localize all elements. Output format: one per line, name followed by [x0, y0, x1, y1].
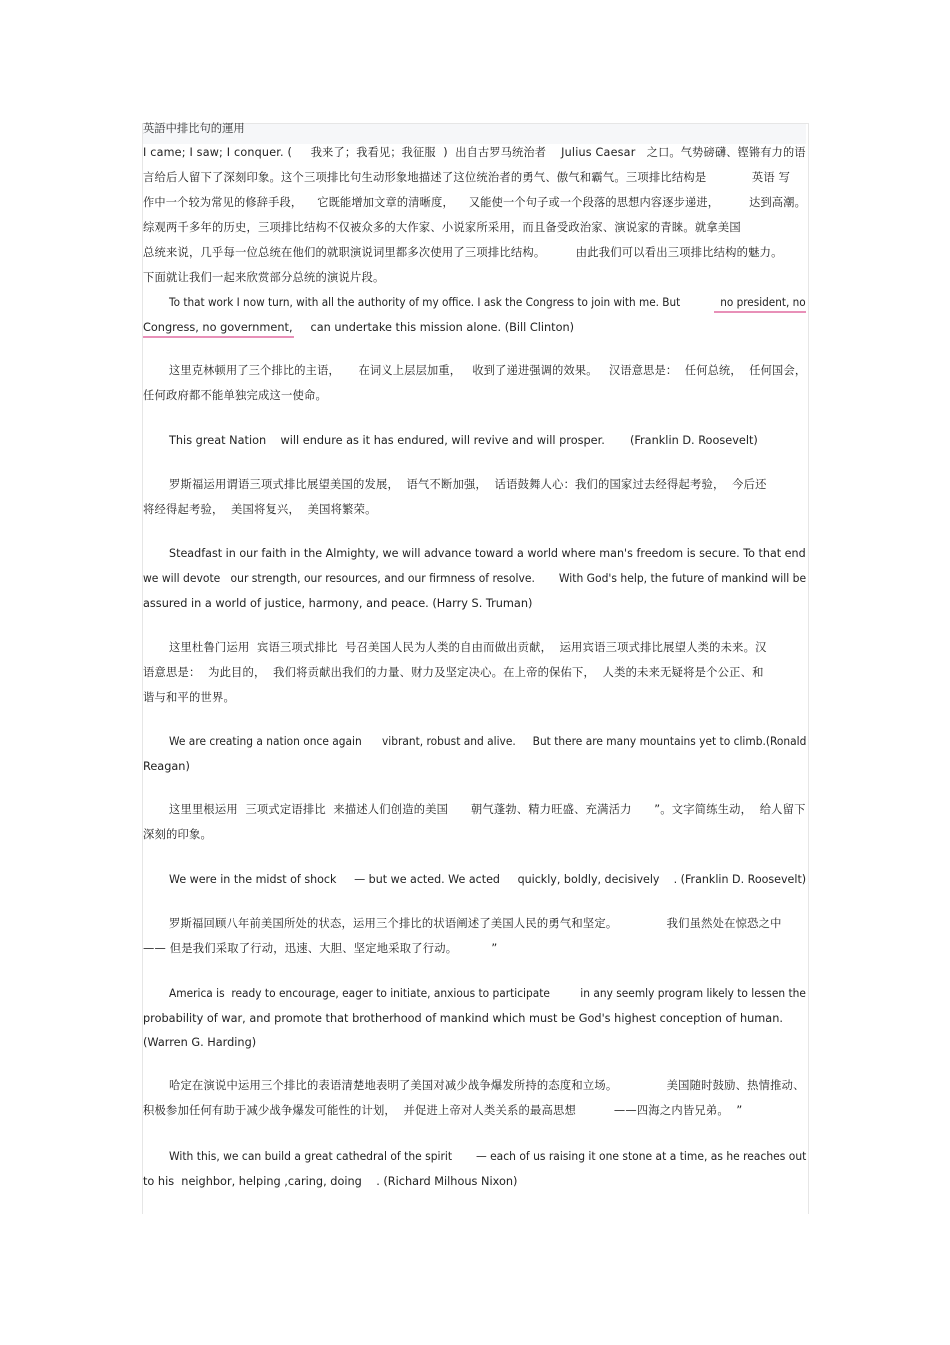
clinton-quote-line-1: To that work I now turn, with all the authority of my office. I ask the Congress to join with me. But no president, no: [169, 296, 806, 309]
roosevelt-commentary-2-line-1: 罗斯福回顾八年前美国所处的状态，运用三个排比的状语阐述了美国人民的勇气和坚定。 我们虽然处在惊恐之中: [169, 917, 782, 930]
intro-line-3: 作中一个较为常见的修辞手段， 它既能增加文章的清晰度， 又能使一个句子或一个段落的思想内容逐步递进， 达到高潮。: [143, 196, 807, 209]
harding-commentary-line-2: 积极参加任何有助于减少战争爆发可能性的计划， 并促进上帝对人类关系的最高思想 ——四海之内皆兄弟。 ”: [143, 1104, 743, 1117]
highlight-underline: [143, 336, 294, 338]
harding-quote-line-1: America is ready to encourage, eager to initiate, anxious to participate in any seemly program likely to lessen the: [169, 987, 806, 1000]
truman-commentary-line-2: 语意思是： 为此目的， 我们将贡献出我们的力量、财力及坚定决心。在上帝的保佑下， 人类的未来无疑将是个公正、和: [143, 666, 764, 679]
roosevelt-commentary-2-line-2: —— 但是我们采取了行动，迅速、大胆、坚定地采取了行动。 ”: [143, 942, 498, 955]
nixon-quote-line-2: to his neighbor, helping ,caring, doing . (Richard Milhous Nixon): [143, 1175, 518, 1188]
intro-line-2: 言给后人留下了深刻印象。这个三项排比句生动形象地描述了这位统治者的勇气、傲气和霸气。三项排比结构是 英语 写: [143, 171, 791, 184]
harding-quote-line-3: (Warren G. Harding): [143, 1036, 257, 1049]
reagan-commentary-line-1: 这里里根运用 三项式定语排比 来描述人们创造的美国 朝气蓬勃、精力旺盛、充满活力 ”。文字简练生动， 给人留下: [169, 803, 806, 816]
harding-quote-line-2: probability of war, and promote that brotherhood of mankind which must be God's highest conception of human.: [143, 1012, 783, 1025]
reagan-commentary-line-2: 深刻的印象。: [143, 828, 212, 841]
clinton-quote-line-2: Congress, no government, can undertake this mission alone. (Bill Clinton): [143, 321, 575, 334]
truman-quote-line-2: we will devote our strength, our resources, and our firmness of resolve. With God's help, the future of mankind will be: [143, 572, 807, 585]
roosevelt-quote-1: This great Nation will endure as it has endured, will revive and will prosper. (Franklin D. Roosevelt): [169, 434, 758, 447]
reagan-quote-line-1: We are creating a nation once again vibrant, robust and alive. But there are many mountains yet to climb.(Ronald: [169, 735, 807, 748]
roosevelt-commentary-1-line-1: 罗斯福运用谓语三项式排比展望美国的发展， 语气不断加强， 话语鼓舞人心：我们的国家过去经得起考验， 今后还: [169, 478, 767, 491]
truman-quote-line-1: Steadfast in our faith in the Almighty, we will advance toward a world where man's freedom is secure. To that end: [169, 547, 806, 560]
document-title: 英語中排比句的運用: [143, 122, 245, 135]
truman-commentary-line-3: 谐与和平的世界。: [143, 691, 235, 704]
intro-line-6: 下面就让我们一起来欣赏部分总统的演说片段。: [143, 271, 385, 284]
intro-line-1: I came; I saw; I conquer. ( 我来了；我看见；我征服 ) 出自古罗马统治者 Julius Caesar 之口。气势磅礴、铿锵有力的语: [143, 146, 806, 159]
intro-line-5: 总统来说，几乎每一位总统在他们的就职演说词里都多次使用了三项排比结构。 由此我们可以看出三项排比结构的魅力。: [143, 246, 783, 259]
nixon-quote-line-1: With this, we can build a great cathedral of the spirit — each of us raising it one stone at a time, as he reaches out: [169, 1150, 807, 1163]
clinton-commentary-line-2: 任何政府都不能单独完成这一使命。: [143, 389, 327, 402]
roosevelt-commentary-1-line-2: 将经得起考验， 美国将复兴， 美国将繁荣。: [143, 503, 377, 516]
roosevelt-quote-2: We were in the midst of shock — but we acted. We acted quickly, boldly, decisively . (Franklin D. Roosevelt): [169, 873, 807, 886]
highlight-underline: [714, 311, 806, 313]
harding-commentary-line-1: 哈定在演说中运用三个排比的表语清楚地表明了美国对减少战争爆发所持的态度和立场。 美国随时鼓励、热情推动、: [169, 1079, 805, 1092]
intro-line-4: 综观两千多年的历史，三项排比结构不仅被众多的大作家、小说家所采用，而且备受政治家、演说家的青睐。就拿美国: [143, 221, 741, 234]
clinton-commentary-line-1: 这里克林顿用了三个排比的主语， 在词义上层层加重， 收到了递进强调的效果。 汉语意思是： 任何总统， 任何国会，: [169, 364, 807, 377]
truman-quote-line-3: assured in a world of justice, harmony, and peace. (Harry S. Truman): [143, 597, 533, 610]
reagan-quote-line-2: Reagan): [143, 760, 190, 773]
truman-commentary-line-1: 这里杜鲁门运用 宾语三项式排比 号召美国人民为人类的自由而做出贡献， 运用宾语三项式排比展望人类的未来。汉: [169, 641, 767, 654]
